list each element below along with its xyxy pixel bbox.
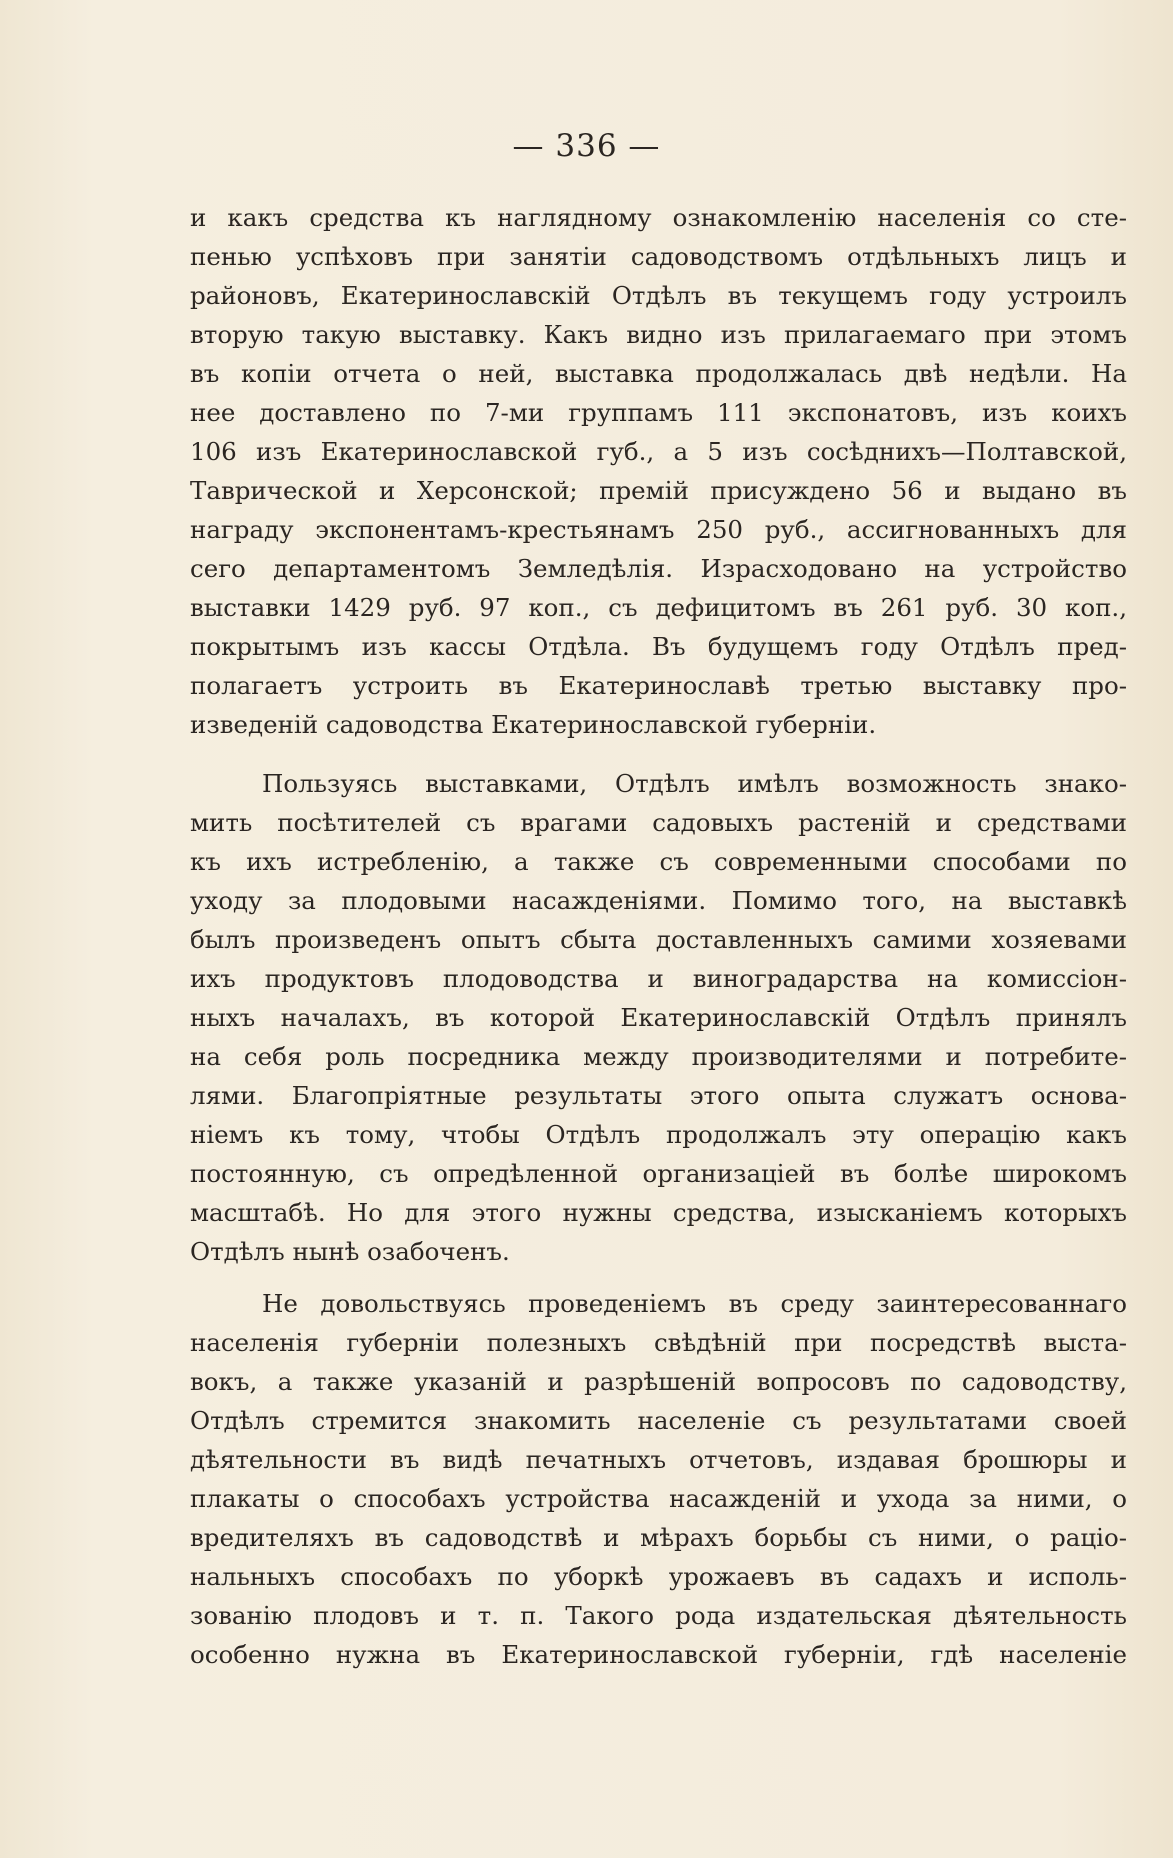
text-line: къ ихъ истребленію, а также съ современными способами по bbox=[190, 847, 1127, 876]
text-line: ніемъ къ тому, чтобы Отдѣлъ продолжалъ эту операцію какъ bbox=[190, 1120, 1127, 1149]
text-line: полагаетъ устроить въ Екатеринославѣ третью выставку про- bbox=[190, 671, 1127, 700]
text-line: Не довольствуясь проведеніемъ въ среду заинтересованнаго bbox=[262, 1289, 1127, 1318]
text-line: постоянную, съ опредѣленной организаціей въ болѣе широкомъ bbox=[190, 1159, 1127, 1188]
paragraph-3 bbox=[190, 1284, 1127, 1674]
text-line: награду экспонентамъ-крестьянамъ 250 руб., ассигнованныхъ для bbox=[190, 515, 1127, 544]
text-line: населенія губерніи полезныхъ свѣдѣній при посредствѣ выста- bbox=[190, 1328, 1127, 1357]
text-line: ихъ продуктовъ плодоводства и виноградарства на комиссіон- bbox=[190, 964, 1127, 993]
text-line: въ копіи отчета о ней, выставка продолжалась двѣ недѣли. На bbox=[190, 359, 1127, 388]
text-line: нальныхъ способахъ по уборкѣ урожаевъ въ садахъ и исполь- bbox=[190, 1562, 1127, 1591]
text-line: 106 изъ Екатеринославской губ., а 5 изъ сосѣднихъ—Полтавской, bbox=[190, 437, 1127, 466]
text-line: Пользуясь выставками, Отдѣлъ имѣлъ возможность знако- bbox=[262, 769, 1127, 798]
text-line: вредителяхъ въ садоводствѣ и мѣрахъ борьбы съ ними, о раціо- bbox=[190, 1523, 1127, 1552]
text-line: нее доставлено по 7-ми группамъ 111 экспонатовъ, изъ коихъ bbox=[190, 398, 1127, 427]
text-line: уходу за плодовыми насажденіями. Помимо того, на выставкѣ bbox=[190, 886, 1127, 915]
page-number: — 336 — bbox=[512, 128, 661, 164]
text-line: изведеній садоводства Екатеринославской губерніи. bbox=[190, 710, 877, 739]
text-line: мить посѣтителей съ врагами садовыхъ растеній и средствами bbox=[190, 808, 1127, 837]
text-line: ныхъ началахъ, въ которой Екатеринославскій Отдѣлъ принялъ bbox=[190, 1003, 1127, 1032]
text-line: выставки 1429 руб. 97 коп., съ дефицитомъ въ 261 руб. 30 коп., bbox=[190, 593, 1127, 622]
text-line: на себя роль посредника между производителями и потребите- bbox=[190, 1042, 1127, 1071]
text-line: Отдѣлъ нынѣ озабоченъ. bbox=[190, 1237, 510, 1266]
text-line: сего департаментомъ Земледѣлія. Израсходовано на устройство bbox=[190, 554, 1127, 583]
text-line: зованію плодовъ и т. п. Такого рода издательская дѣятельность bbox=[190, 1601, 1127, 1630]
text-line: пенью успѣховъ при занятіи садоводствомъ отдѣльныхъ лицъ и bbox=[190, 242, 1127, 271]
text-line: районовъ, Екатеринославскій Отдѣлъ въ текущемъ году устроилъ bbox=[190, 281, 1127, 310]
text-line: Отдѣлъ стремится знакомить населеніе съ результатами своей bbox=[190, 1406, 1127, 1435]
text-line: лями. Благопріятные результаты этого опыта служатъ основа- bbox=[190, 1081, 1127, 1110]
text-line: вторую такую выставку. Какъ видно изъ прилагаемаго при этомъ bbox=[190, 320, 1127, 349]
text-line: покрытымъ изъ кассы Отдѣла. Въ будущемъ году Отдѣлъ пред- bbox=[190, 632, 1127, 661]
text-line: Таврической и Херсонской; премій присуждено 56 и выдано въ bbox=[190, 476, 1127, 505]
text-line: и какъ средства къ наглядному ознакомленію населенія со сте- bbox=[190, 203, 1127, 232]
paragraph-1 bbox=[190, 198, 1127, 744]
text-line: дѣятельности въ видѣ печатныхъ отчетовъ, издавая брошюры и bbox=[190, 1445, 1127, 1474]
paragraph-2 bbox=[190, 764, 1127, 1271]
text-line: вокъ, а также указаній и разрѣшеній вопросовъ по садоводству, bbox=[190, 1367, 1127, 1396]
text-line: особенно нужна въ Екатеринославской губерніи, гдѣ населеніе bbox=[190, 1640, 1127, 1669]
text-line: былъ произведенъ опытъ сбыта доставленныхъ самими хозяевами bbox=[190, 925, 1127, 954]
text-line: плакаты о способахъ устройства насажденій и ухода за ними, о bbox=[190, 1484, 1127, 1513]
text-line: масштабѣ. Но для этого нужны средства, изысканіемъ которыхъ bbox=[190, 1198, 1127, 1227]
